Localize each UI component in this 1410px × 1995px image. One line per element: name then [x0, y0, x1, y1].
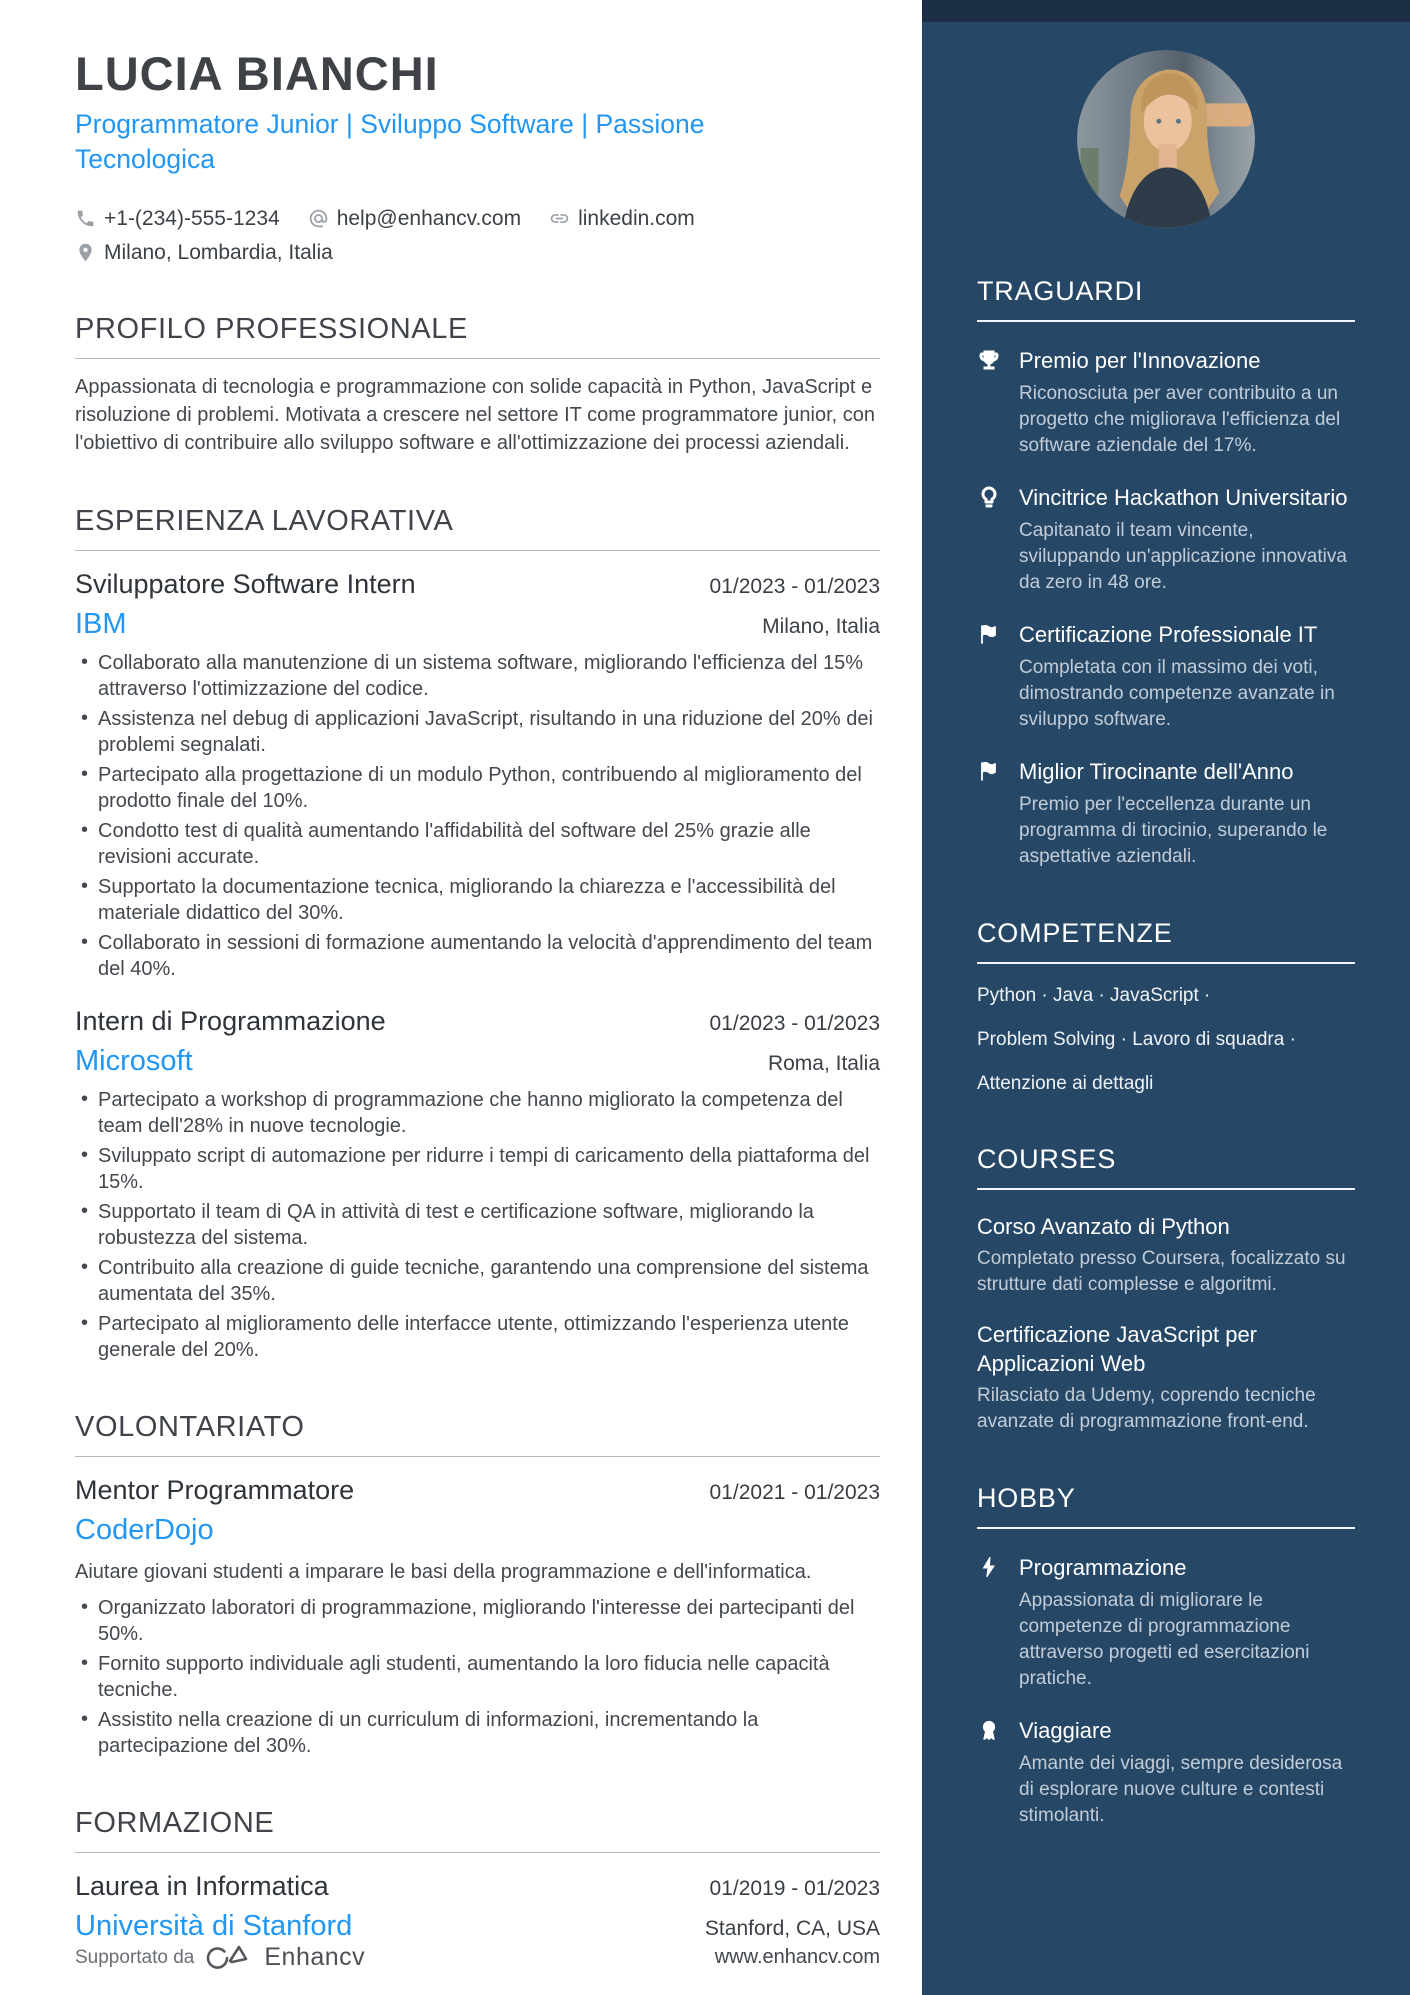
achievement-item: [977, 346, 1355, 459]
linkedin-url[interactable]: linkedin.com: [578, 206, 695, 230]
course-item: [977, 1212, 1355, 1298]
course-description: Completato presso Coursera, focalizzato su strutture dati complesse e algoritmi.: [977, 1248, 1346, 1295]
bullet-item: • Contribuito alla creazione di guide tecniche, garantendo una comprensione del sistema aumentata del 35%.: [75, 1255, 880, 1307]
section-divider: [75, 550, 880, 551]
job-bullets: [75, 1087, 880, 1363]
job-bullets: [75, 650, 880, 982]
job-title: Intern di Programmazione: [75, 1005, 386, 1036]
sidebar-section-achievements: [977, 276, 1355, 870]
achievement-body: [1019, 346, 1355, 459]
volunteer-entry: [75, 1475, 880, 1759]
achievement-description: Capitanato il team vincente, sviluppando un'applicazione innovativa da zero in 48 ore.: [1019, 520, 1347, 593]
sidebar: [922, 0, 1410, 1995]
contact-row-2: [75, 241, 880, 265]
achievement-item: [977, 620, 1355, 733]
education-heading: FORMAZIONE: [75, 1806, 275, 1839]
job-subhead: [75, 608, 880, 641]
achievement-body: [1019, 757, 1355, 870]
bullet-item: • Supportato il team di QA in attività di test e certificazione software, migliorando la robustezza del sistema.: [75, 1199, 880, 1251]
volunteering-heading: VOLONTARIATO: [75, 1410, 305, 1443]
hobby-body: [1019, 1716, 1355, 1829]
school-location: Stanford, CA, USA: [704, 1916, 880, 1940]
volunteer-subhead: [75, 1514, 880, 1547]
achievements-heading: TRAGUARDI: [977, 276, 1144, 306]
hobby-description: Amante dei viaggi, sempre desiderosa di esplorare nuove culture e contesti stimolanti.: [1019, 1753, 1343, 1826]
section-experience: [75, 505, 880, 1363]
achievement-title: Vincitrice Hackathon Universitario: [1019, 485, 1348, 510]
phone-number: +1-(234)-555-1234: [104, 206, 280, 230]
volunteer-summary: Aiutare giovani studenti a imparare le basi della programmazione e dell'informatica.: [75, 1560, 812, 1583]
achievement-body: [1019, 483, 1355, 596]
phone-icon: [75, 208, 96, 229]
medal-icon: [977, 1716, 1001, 1829]
linkedin-contact[interactable]: [549, 207, 695, 231]
hobby-title: Viaggiare: [1019, 1718, 1112, 1743]
section-education: [75, 1807, 880, 1943]
bullet-item: • Partecipato al miglioramento delle interfacce utente, ottimizzando l'esperienza utente generale del 20%.: [75, 1311, 880, 1363]
email-address[interactable]: help@enhancv.com: [336, 206, 522, 230]
course-title: Corso Avanzato di Python: [977, 1214, 1230, 1239]
job-head: [75, 569, 880, 600]
education-entry: [75, 1871, 880, 1943]
achievement-body: [1019, 620, 1355, 733]
courses-heading: COURSES: [977, 1144, 1117, 1174]
bullet-item: • Organizzato laboratori di programmazione, migliorando l'interesse dei partecipanti del 50%.: [75, 1595, 880, 1647]
volunteer-head: [75, 1475, 880, 1506]
company-link[interactable]: Microsoft: [75, 1044, 193, 1077]
powered-by[interactable]: [75, 1943, 365, 1973]
job-entry: [75, 569, 880, 982]
bullet-item: • Sviluppato script di automazione per ridurre i tempi di caricamento della piattaforma del 15%.: [75, 1143, 880, 1195]
job-location: Roma, Italia: [767, 1051, 880, 1075]
company-link[interactable]: IBM: [75, 607, 127, 640]
sidebar-top-band: [922, 0, 1410, 22]
profile-heading: PROFILO PROFESSIONALE: [75, 312, 468, 345]
bullet-item: • Condotto test di qualità aumentando l'affidabilità del software del 25% grazie alle revisioni accurate.: [75, 818, 880, 870]
section-profile: [75, 313, 880, 457]
section-divider: [75, 358, 880, 359]
job-entry: [75, 1006, 880, 1363]
phone-contact: [75, 207, 280, 231]
avatar: [1077, 50, 1255, 228]
sidebar-divider: [977, 962, 1355, 964]
achievement-item: [977, 483, 1355, 596]
person-name: LUCIA BIANCHI: [75, 47, 439, 100]
sidebar-divider: [977, 320, 1355, 322]
course-item: [977, 1320, 1355, 1435]
section-divider: [75, 1852, 880, 1853]
hobby-description: Appassionata di migliorare le competenze di programmazione attraverso progetti ed esercitazioni pratiche.: [1019, 1590, 1310, 1689]
bullet-item: • Assistenza nel debug di applicazioni JavaScript, risultando in una riduzione del 20% dei problemi segnalati.: [75, 706, 880, 758]
sidebar-section-skills: [977, 918, 1355, 1096]
profile-text: Appassionata di tecnologia e programmazione con solide capacità in Python, JavaScript e risoluzione di problemi. Motivata a crescere nel settore IT come programmatore junior, con l'obiettivo di contribuire allo sviluppo software e all'ottimizzazione dei processi aziendali.: [75, 375, 875, 454]
achievement-title: Premio per l'Innovazione: [1019, 348, 1261, 373]
job-subhead: [75, 1045, 880, 1078]
job-title: Sviluppatore Software Intern: [75, 568, 416, 599]
volunteer-dates: 01/2021 - 01/2023: [709, 1480, 880, 1504]
location-contact: [75, 241, 333, 265]
achievement-title: Certificazione Professionale IT: [1019, 622, 1318, 647]
section-divider: [75, 1456, 880, 1457]
supported-by-label: Supportato da: [75, 1946, 195, 1968]
achievement-item: [977, 757, 1355, 870]
website-link[interactable]: www.enhancv.com: [714, 1946, 880, 1969]
degree-title: Laurea in Informatica: [75, 1870, 329, 1901]
bullet-item: • Collaborato alla manutenzione di un sistema software, migliorando l'efficienza del 15% attraverso l'ottimizzazione del codice.: [75, 650, 880, 702]
school-link[interactable]: Università di Stanford: [75, 1909, 353, 1942]
skill-line: Attenzione ai dettagli: [977, 1073, 1154, 1094]
course-title: Certificazione JavaScript per Applicazioni Web: [977, 1322, 1258, 1376]
at-icon: [308, 208, 329, 229]
trophy-icon: [977, 346, 1001, 459]
contact-info: [75, 197, 880, 265]
experience-heading: ESPERIENZA LAVORATIVA: [75, 504, 454, 537]
location-pin-icon: [75, 242, 96, 263]
course-description: Rilasciato da Udemy, coprendo tecniche avanzate di programmazione front-end.: [977, 1385, 1316, 1432]
sidebar-divider: [977, 1188, 1355, 1190]
section-volunteering: [75, 1411, 880, 1759]
person-headline: Programmatore Junior | Sviluppo Software | Passione Tecnologica: [75, 108, 705, 174]
enhancv-logo-icon[interactable]: [206, 1943, 252, 1973]
email-contact[interactable]: [308, 207, 521, 231]
bullet-item: • Assistito nella creazione di un curriculum di informazioni, incrementando la partecipazione del 30%.: [75, 1707, 880, 1759]
hobbies-heading: HOBBY: [977, 1483, 1076, 1513]
achievement-description: Completata con il massimo dei voti, dimostrando competenze avanzate in sviluppo software.: [1019, 657, 1335, 730]
skills-heading: COMPETENZE: [977, 918, 1173, 948]
job-location: Milano, Italia: [762, 614, 880, 638]
hobby-body: [1019, 1553, 1355, 1692]
hobby-item: [977, 1716, 1355, 1829]
skill-line: Python · Java · JavaScript ·: [977, 985, 1211, 1006]
bullet-item: • Partecipato a workshop di programmazione che hanno migliorato la competenza del team dell'28% in nuove tecnologie.: [75, 1087, 880, 1139]
bullet-item: • Collaborato in sessioni di formazione aumentando la velocità d'apprendimento del team del 40%.: [75, 930, 880, 982]
link-icon: [549, 208, 570, 229]
lightbulb-icon: [977, 483, 1001, 596]
job-dates: 01/2023 - 01/2023: [709, 1011, 880, 1035]
lightning-icon: [977, 1553, 1001, 1692]
achievement-description: Riconosciuta per aver contribuito a un progetto che migliorava l'efficienza del software aziendale del 17%.: [1019, 383, 1341, 456]
volunteer-role: Mentor Programmatore: [75, 1474, 355, 1505]
education-head: [75, 1871, 880, 1902]
skill-line: Problem Solving · Lavoro di squadra ·: [977, 1029, 1296, 1050]
sidebar-section-courses: [977, 1144, 1355, 1435]
hobby-title: Programmazione: [1019, 1555, 1187, 1580]
bullet-item: • Fornito supporto individuale agli studenti, aumentando la loro fiducia nelle capacità tecniche.: [75, 1651, 880, 1703]
bullet-item: • Partecipato alla progettazione di un modulo Python, contribuendo al miglioramento del prodotto finale del 10%.: [75, 762, 880, 814]
contact-row-1: [75, 207, 880, 231]
brand-name[interactable]: Enhancv: [264, 1943, 366, 1972]
page-footer: [75, 1943, 880, 1973]
organization-link[interactable]: CoderDojo: [75, 1513, 214, 1546]
sidebar-section-hobbies: [977, 1483, 1355, 1829]
job-head: [75, 1006, 880, 1037]
bullet-item: • Supportato la documentazione tecnica, migliorando la chiarezza e l'accessibilità del materiale didattico del 30%.: [75, 874, 880, 926]
achievement-description: Premio per l'eccellenza durante un programma di tirocinio, superando le aspettative aziendali.: [1019, 794, 1328, 867]
hobby-item: [977, 1553, 1355, 1692]
achievement-title: Miglior Tirocinante dell'Anno: [1019, 759, 1294, 784]
flag-icon: [977, 757, 1001, 870]
location-text: Milano, Lombardia, Italia: [104, 240, 333, 264]
sidebar-divider: [977, 1527, 1355, 1529]
volunteer-bullets: [75, 1595, 880, 1759]
flag-icon: [977, 620, 1001, 733]
job-dates: 01/2023 - 01/2023: [709, 574, 880, 598]
education-dates: 01/2019 - 01/2023: [709, 1876, 880, 1900]
education-subhead: [75, 1910, 880, 1943]
